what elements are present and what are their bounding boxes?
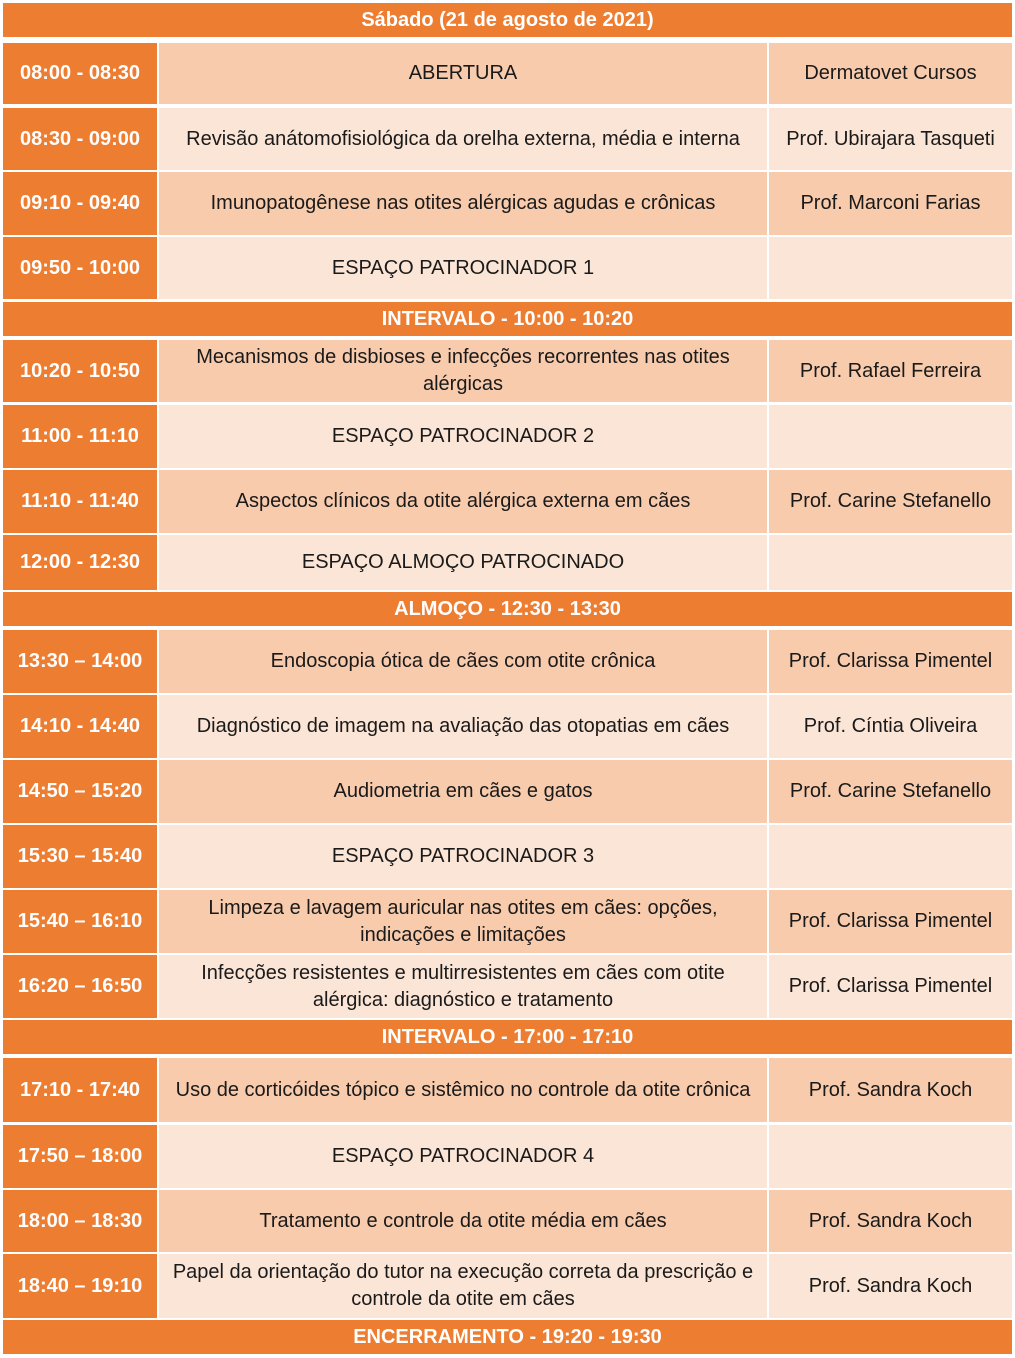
topic-cell <box>159 695 767 758</box>
break-row: INTERVALO - 10:00 - 10:20 <box>3 302 1012 336</box>
speaker-cell-text: Prof. Carine Stefanello <box>789 490 992 512</box>
time-cell <box>3 535 157 590</box>
topic-cell <box>159 1058 767 1122</box>
speaker-cell-text: Prof. Sandra Koch <box>808 1078 973 1101</box>
topic-cell <box>159 405 767 468</box>
speaker-cell-text: Prof. Clarissa Pimentel <box>788 975 993 997</box>
topic-cell-text: Aspectos clínicos da otite alérgica externa em cães <box>235 490 691 512</box>
topic-cell-text: ESPAÇO PATROCINADOR 2 <box>331 425 595 447</box>
speaker-cell <box>769 470 1012 533</box>
speaker-cell <box>769 955 1012 1018</box>
topic-cell <box>159 340 767 402</box>
time-cell-text: 17:50 – 18:00 <box>17 1145 143 1167</box>
time-cell-text: 09:50 - 10:00 <box>19 256 141 279</box>
time-cell-text: 08:30 - 09:00 <box>19 127 141 150</box>
topic-cell-text: Infecções resistentes e multirresistentes em cães com otite alérgica: diagnóstico e tratamento <box>201 961 725 1011</box>
topic-cell-text: ESPAÇO PATROCINADOR 4 <box>331 1145 595 1167</box>
topic-cell <box>159 955 767 1018</box>
speaker-cell <box>769 172 1012 235</box>
time-cell <box>3 695 157 758</box>
topic-cell <box>159 1125 767 1188</box>
time-cell-text: 14:50 – 15:20 <box>17 780 143 802</box>
topic-cell <box>159 108 767 170</box>
speaker-cell <box>769 1058 1012 1122</box>
topic-cell <box>159 43 767 104</box>
speaker-cell-text: Prof. Carine Stefanello <box>789 780 992 802</box>
topic-cell-text: Audiometria em cães e gatos <box>333 780 593 802</box>
topic-cell <box>159 470 767 533</box>
time-cell-text: 17:10 - 17:40 <box>19 1078 141 1101</box>
time-cell <box>3 1125 157 1188</box>
time-cell <box>3 1254 157 1318</box>
time-cell <box>3 340 157 402</box>
time-cell-text: 08:00 - 08:30 <box>19 62 141 84</box>
topic-cell-text: ESPAÇO PATROCINADOR 3 <box>331 845 595 867</box>
speaker-cell <box>769 825 1012 888</box>
topic-cell <box>159 535 767 590</box>
time-cell-text: 10:20 - 10:50 <box>19 359 141 382</box>
topic-cell-text: Endoscopia ótica de cães com otite crônica <box>270 650 656 672</box>
speaker-cell-text: Prof. Cíntia Oliveira <box>803 715 978 737</box>
break-row: ALMOÇO - 12:30 - 13:30 <box>3 592 1012 626</box>
speaker-cell-text: Prof. Clarissa Pimentel <box>788 910 993 932</box>
time-cell-text: 18:40 – 19:10 <box>17 1274 143 1297</box>
topic-cell <box>159 172 767 235</box>
topic-cell-text: Limpeza e lavagem auricular nas otites em cães: opções, indicações e limitações <box>208 896 718 946</box>
speaker-cell-text: Prof. Sandra Koch <box>808 1274 973 1297</box>
topic-cell-text: ESPAÇO PATROCINADOR 1 <box>331 256 595 279</box>
speaker-cell-text: Prof. Ubirajara Tasqueti <box>786 127 995 150</box>
speaker-cell <box>769 43 1012 104</box>
time-cell-text: 11:10 - 11:40 <box>21 490 139 512</box>
topic-cell <box>159 630 767 693</box>
topic-cell-text: Tratamento e controle da otite média em cães <box>259 1209 667 1232</box>
speaker-cell-text: Prof. Sandra Koch <box>808 1209 973 1232</box>
time-cell <box>3 1190 157 1252</box>
topic-cell-text: Imunopatogênese nas otites alérgicas agudas e crônicas <box>210 192 716 214</box>
speaker-cell <box>769 237 1012 299</box>
time-cell-text: 16:20 – 16:50 <box>17 975 143 997</box>
time-cell <box>3 1058 157 1122</box>
topic-cell-text: Mecanismos de disbioses e infecções recorrentes nas otites alérgicas <box>196 346 730 395</box>
time-cell-text: 14:10 - 14:40 <box>19 715 141 737</box>
speaker-cell <box>769 340 1012 402</box>
topic-cell-text: ABERTURA <box>408 62 518 84</box>
topic-cell <box>159 825 767 888</box>
speaker-cell <box>769 108 1012 170</box>
speaker-cell <box>769 1190 1012 1252</box>
time-cell-text: 09:10 - 09:40 <box>19 192 141 214</box>
speaker-cell-text: Prof. Marconi Farias <box>800 192 981 214</box>
speaker-cell <box>769 760 1012 823</box>
speaker-cell <box>769 1125 1012 1188</box>
break-row: ENCERRAMENTO - 19:20 - 19:30 <box>3 1320 1012 1354</box>
speaker-cell <box>769 630 1012 693</box>
topic-cell-text: Revisão anátomofisiológica da orelha externa, média e interna <box>186 127 740 150</box>
time-cell-text: 12:00 - 12:30 <box>19 551 141 573</box>
time-cell <box>3 825 157 888</box>
time-cell-text: 15:40 – 16:10 <box>17 910 143 932</box>
speaker-cell <box>769 535 1012 590</box>
topic-cell-text: ESPAÇO ALMOÇO PATROCINADO <box>301 551 625 573</box>
time-cell-text: 13:30 – 14:00 <box>17 650 143 672</box>
topic-cell <box>159 1190 767 1252</box>
topic-cell <box>159 760 767 823</box>
time-cell-text: 11:00 - 11:10 <box>21 425 139 447</box>
topic-cell-text: Papel da orientação do tutor na execução correta da prescrição e controle da otite em cães <box>172 1261 754 1310</box>
time-cell <box>3 108 157 170</box>
topic-cell-text: Uso de corticóides tópico e sistêmico no controle da otite crônica <box>175 1078 751 1101</box>
day-header: Sábado (21 de agosto de 2021) <box>3 3 1012 37</box>
time-cell <box>3 237 157 299</box>
break-row: INTERVALO - 17:00 - 17:10 <box>3 1020 1012 1054</box>
speaker-cell <box>769 405 1012 468</box>
time-cell <box>3 172 157 235</box>
time-cell <box>3 405 157 468</box>
time-cell-text: 18:00 – 18:30 <box>17 1209 143 1232</box>
topic-cell <box>159 237 767 299</box>
speaker-cell <box>769 1254 1012 1318</box>
speaker-cell <box>769 890 1012 953</box>
time-cell <box>3 43 157 104</box>
speaker-cell-text: Prof. Clarissa Pimentel <box>788 650 993 672</box>
time-cell <box>3 955 157 1018</box>
time-cell <box>3 470 157 533</box>
time-cell <box>3 630 157 693</box>
topic-cell-text: Diagnóstico de imagem na avaliação das otopatias em cães <box>196 715 730 737</box>
speaker-cell-text: Prof. Rafael Ferreira <box>799 359 982 382</box>
speaker-cell-text: Dermatovet Cursos <box>804 62 977 84</box>
topic-cell <box>159 1254 767 1318</box>
time-cell <box>3 890 157 953</box>
time-cell-text: 15:30 – 15:40 <box>17 845 143 867</box>
speaker-cell <box>769 695 1012 758</box>
time-cell <box>3 760 157 823</box>
topic-cell <box>159 890 767 953</box>
